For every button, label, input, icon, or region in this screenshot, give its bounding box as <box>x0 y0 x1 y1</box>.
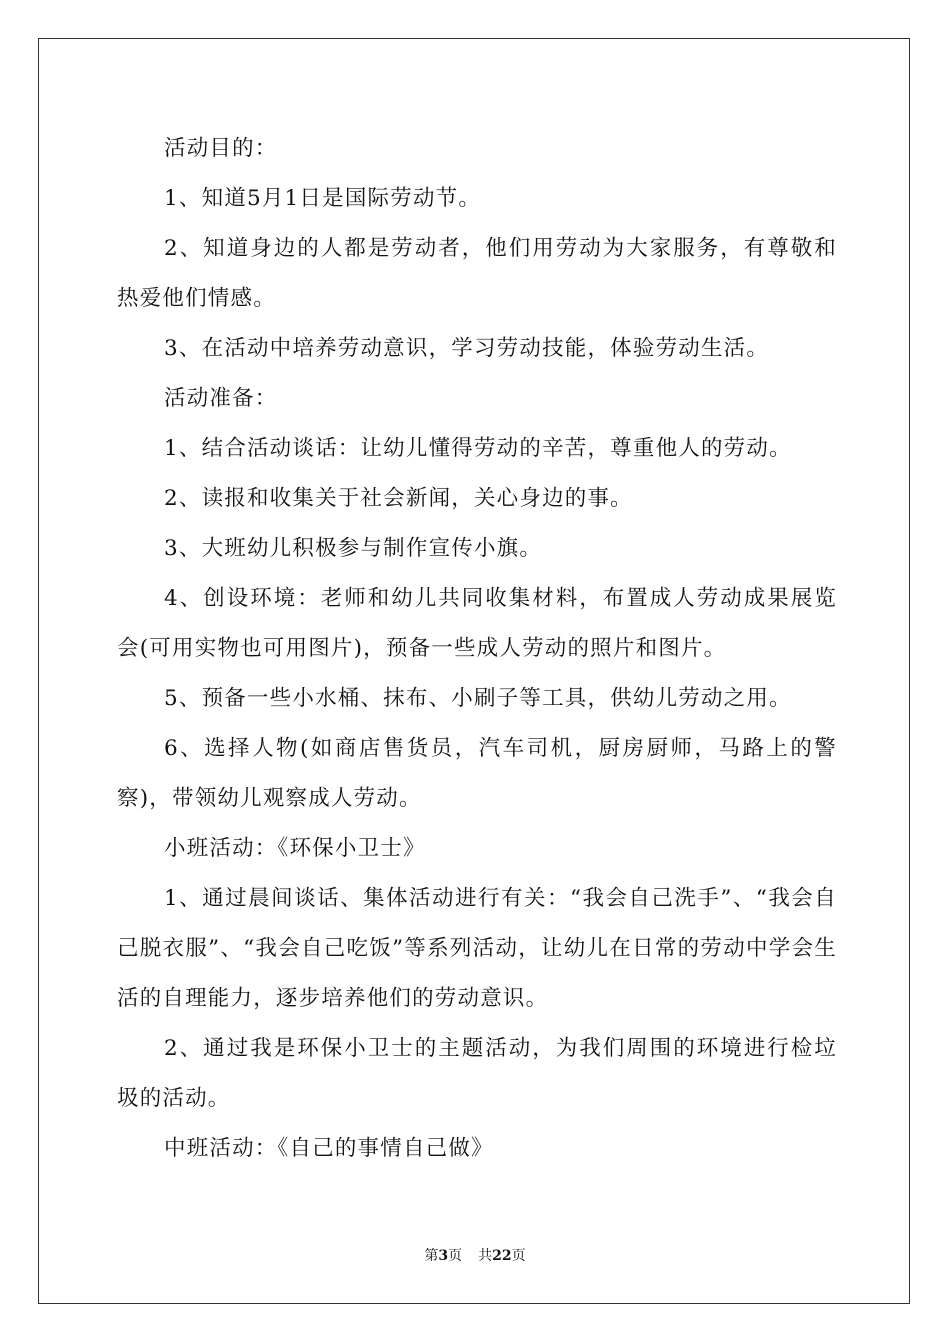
preparation-item-2: 2、读报和收集关于社会新闻，关心身边的事。 <box>164 486 633 511</box>
preparation-item-3: 3、大班幼儿积极参与制作宣传小旗。 <box>164 536 543 561</box>
total-suffix: 页 <box>511 1248 526 1264</box>
preparation-item-4: 4、创设环境：老师和幼儿共同收集材料，布置成人劳动成果展览会(可用实物也可用图片)，预备一些成人劳动的照片和图片。 <box>117 586 837 661</box>
document-body <box>117 124 837 1174</box>
junior-class-item-2: 2、通过我是环保小卫士的主题活动，为我们周围的环境进行检垃圾的活动。 <box>117 1036 837 1111</box>
section-heading-junior-class: 小班活动：《环保小卫士》 <box>164 836 426 861</box>
objective-item-2: 2、知道身边的人都是劳动者，他们用劳动为大家服务，有尊敬和热爱他们情感。 <box>117 236 837 311</box>
junior-class-item-1: 1、通过晨间谈话、集体活动进行有关：“我会自己洗手”、“我会自己脱衣服”、“我会自己吃饭”等系列活动，让幼儿在日常的劳动中学会生活的自理能力，逐步培养他们的劳动意识。 <box>117 886 837 1011</box>
total-pages: 22 <box>492 1248 512 1264</box>
objective-item-1: 1、知道5月1日是国际劳动节。 <box>164 186 482 211</box>
page-suffix: 页 <box>448 1248 463 1264</box>
preparation-item-1: 1、结合活动谈话：让幼儿懂得劳动的辛苦，尊重他人的劳动。 <box>164 436 792 461</box>
objective-item-3: 3、在活动中培养劳动意识，学习劳动技能，体验劳动生活。 <box>164 336 770 361</box>
preparation-item-5: 5、预备一些小水桶、抹布、小刷子等工具，供幼儿劳动之用。 <box>164 686 792 711</box>
section-heading-middle-class: 中班活动：《自己的事情自己做》 <box>164 1136 494 1161</box>
page-footer <box>0 1246 950 1266</box>
section-heading-objectives: 活动目的： <box>164 136 278 161</box>
section-heading-preparation: 活动准备： <box>164 386 278 411</box>
page-prefix: 第 <box>424 1248 439 1264</box>
total-prefix: 共 <box>478 1248 493 1264</box>
preparation-item-6: 6、选择人物(如商店售货员，汽车司机，厨房厨师，马路上的警察)，带领幼儿观察成人劳动。 <box>117 736 837 811</box>
page-number: 3 <box>438 1248 449 1264</box>
